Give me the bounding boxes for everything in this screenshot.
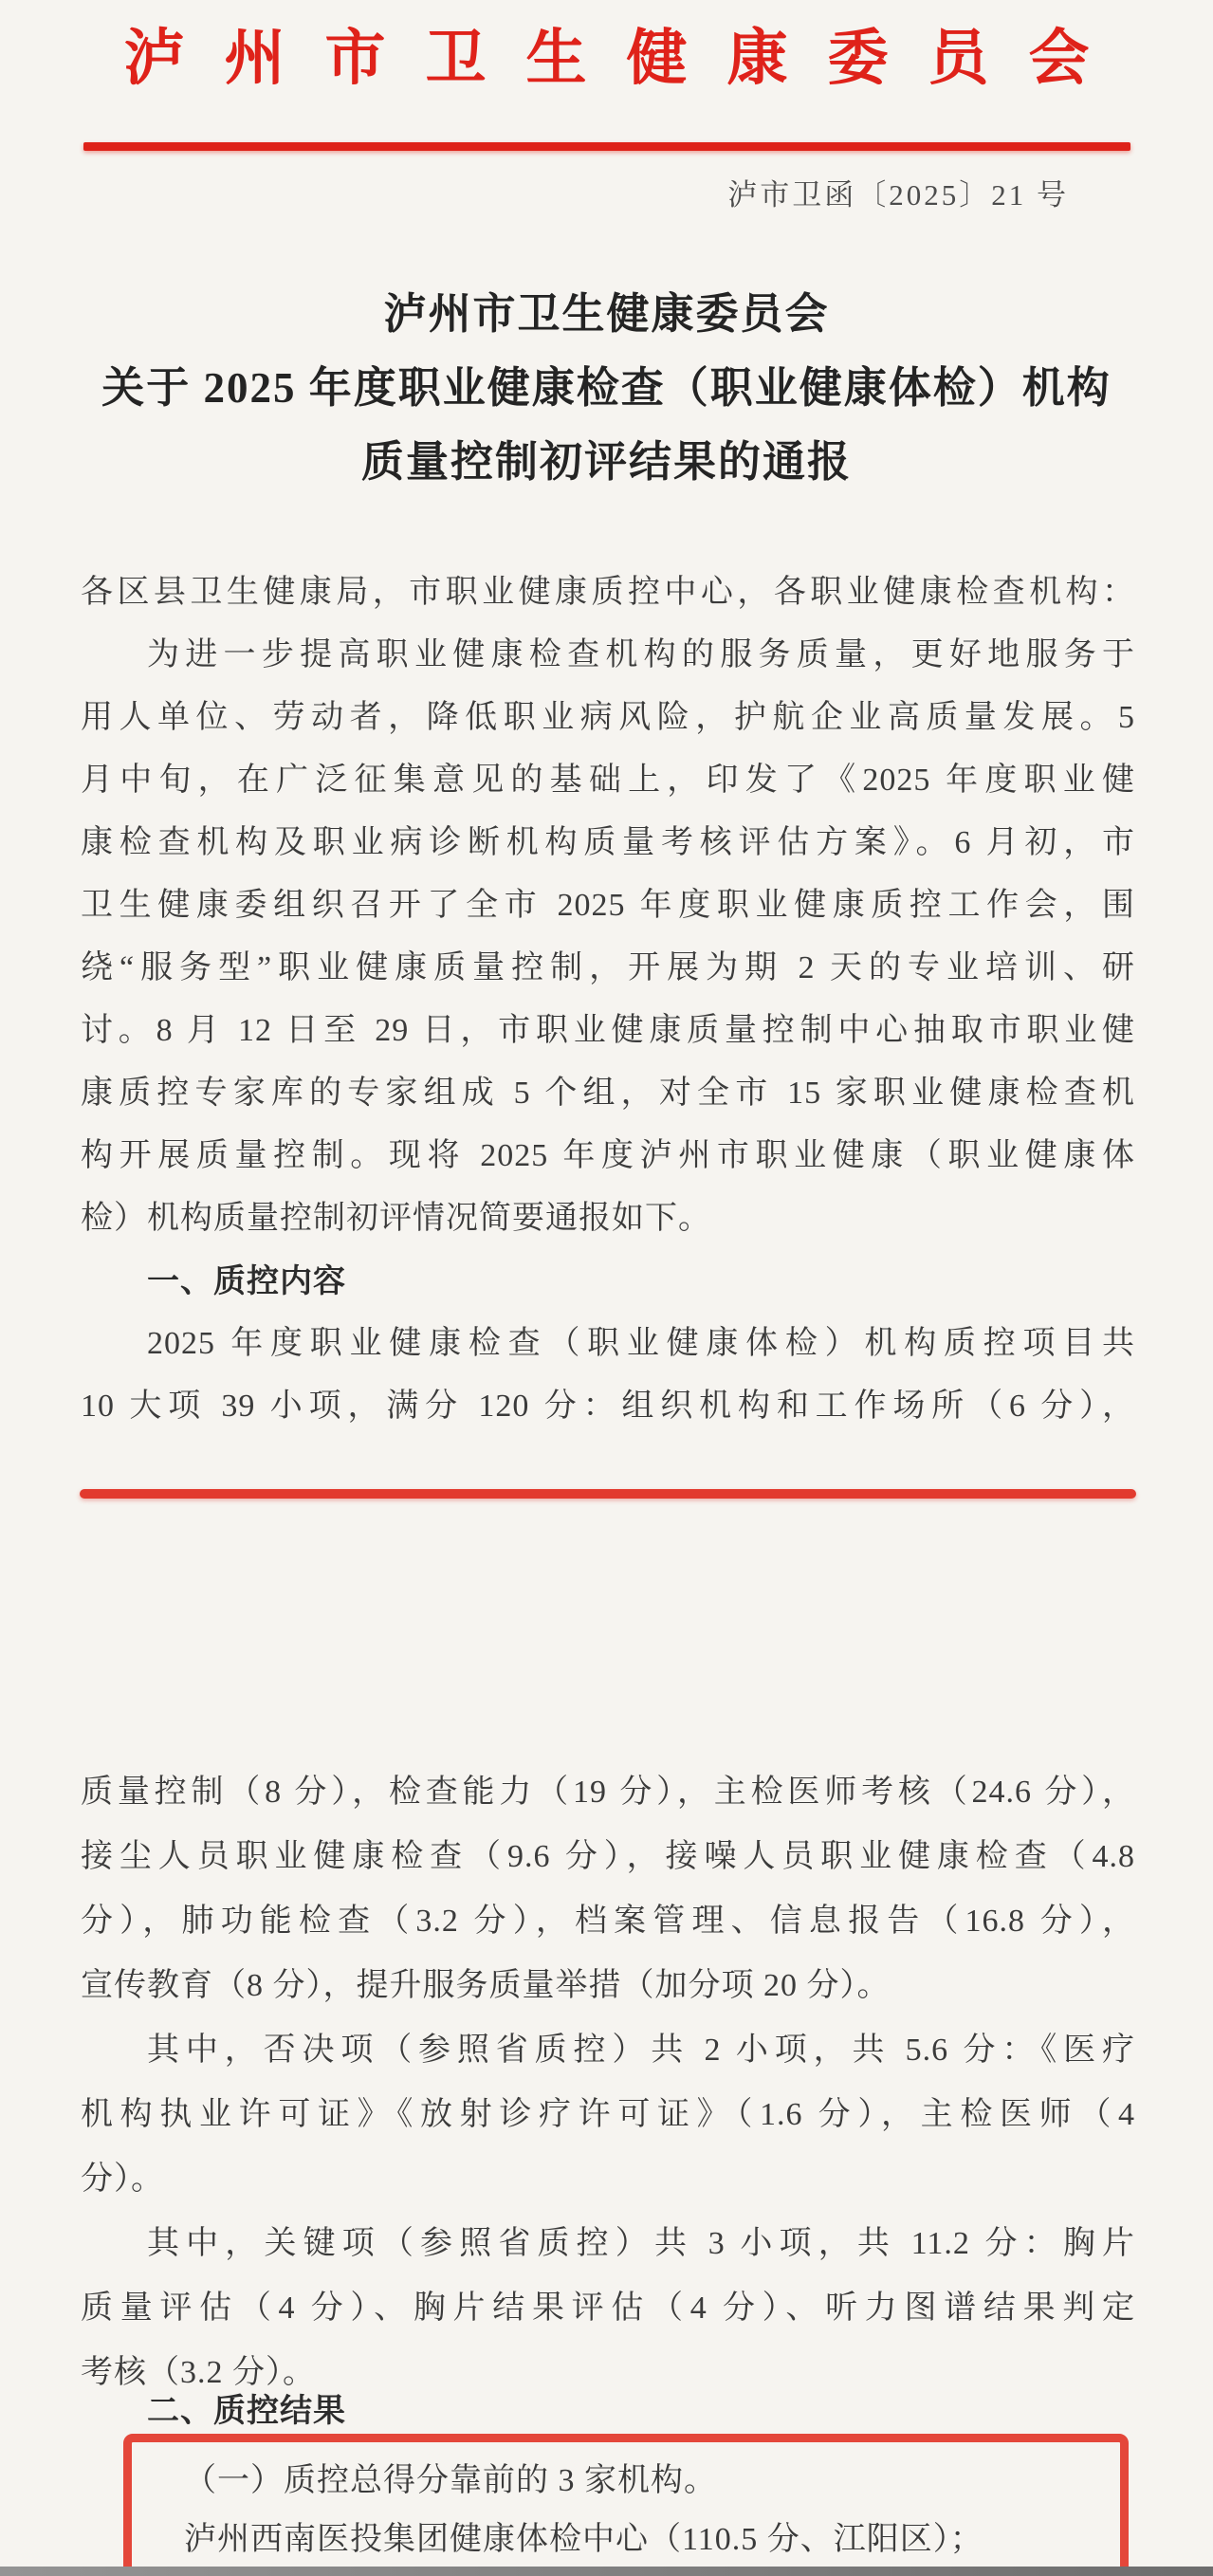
- body-line: 各区县卫生健康局，市职业健康质控中心，各职业健康检查机构：: [81, 575, 1135, 610]
- body-line: 10 大项 39 小项，满分 120 分：组织机构和工作场所（6 分），: [81, 1389, 1135, 1424]
- body-line: 卫生健康委组织召开了全市 2025 年度职业健康质控工作会，围: [81, 888, 1135, 923]
- doc-title-line-3: 质量控制初评结果的通报: [360, 438, 852, 486]
- body-line: 用人单位、劳动者，降低职业病风险，护航企业高质量发展。5: [81, 700, 1135, 735]
- doc-title: [0, 277, 1213, 499]
- body-line: 绕“服务型”职业健康质量控制，开展为期 2 天的专业培训、研: [81, 950, 1135, 985]
- doc-number: 泸市卫函〔2025〕21 号: [727, 178, 1069, 212]
- highlight-line: （一）质控总得分靠前的 3 家机构。: [184, 2463, 717, 2498]
- org-name-header: 泸州市卫生健康委员会: [123, 25, 1130, 92]
- page-divider-rule: [80, 1489, 1136, 1499]
- body-line: 分），肺功能检查（3.2 分），档案管理、信息报告（16.8 分），: [81, 1904, 1135, 1939]
- body-line: 康质控专家库的专家组成 5 个组，对全市 15 家职业健康检查机: [81, 1076, 1135, 1111]
- body-line: 检）机构质量控制初评情况简要通报如下。: [81, 1201, 711, 1236]
- section-heading-1: 一、质控内容: [147, 1263, 346, 1299]
- body-line: 讨。8 月 12 日至 29 日，市职业健康质量控制中心抽取市职业健: [81, 1013, 1135, 1048]
- body-line: 为进一步提高职业健康检查机构的服务质量，更好地服务于: [147, 637, 1135, 672]
- body-line: 质量控制（8 分），检查能力（19 分），主检医师考核（24.6 分），: [81, 1775, 1135, 1810]
- body-line: 质量评估（4 分）、胸片结果评估（4 分）、听力图谱结果判定: [81, 2291, 1135, 2326]
- bottom-edge-band: [0, 2567, 1213, 2576]
- body-line: 其中，关键项（参照省质控）共 3 小项，共 11.2 分：胸片: [147, 2226, 1135, 2261]
- body-page-1: [81, 561, 1135, 1438]
- body-line: 接尘人员职业健康检查（9.6 分），接噪人员职业健康检查（4.8: [81, 1839, 1135, 1874]
- highlight-line: 泸州西南医投集团健康体检中心（110.5 分、江阳区）；: [184, 2522, 983, 2557]
- body-line: 机构执业许可证》《放射诊疗许可证》（1.6 分），主检医师（4: [81, 2097, 1135, 2132]
- body-line: 分）。: [81, 2162, 164, 2197]
- body-page-2: [81, 1760, 1135, 2405]
- doc-title-line-2: 关于 2025 年度职业健康检查（职业健康体检）机构: [101, 364, 1112, 412]
- body-line: 2025 年度职业健康检查（职业健康体检）机构质控项目共: [147, 1326, 1135, 1361]
- body-line: 宣传教育（8 分），提升服务质量举措（加分项 20 分）。: [81, 1968, 891, 2003]
- highlight-box: [123, 2434, 1129, 2576]
- body-line: 考核（3.2 分）。: [81, 2355, 316, 2390]
- body-line: 月中旬，在广泛征集意见的基础上，印发了《2025 年度职业健: [81, 763, 1135, 798]
- doc-title-line-1: 泸州市卫生健康委员会: [383, 290, 830, 338]
- body-line: 其中，否决项（参照省质控）共 2 小项，共 5.6 分：《医疗: [147, 2033, 1135, 2068]
- section-heading-2: 二、质控结果: [147, 2393, 346, 2429]
- body-line: 康检查机构及职业病诊断机构质量考核评估方案》。6 月初，市: [81, 825, 1135, 860]
- header-red-rule: [83, 142, 1130, 151]
- body-line: 构开展质量控制。现将 2025 年度泸州市职业健康（职业健康体: [81, 1138, 1135, 1173]
